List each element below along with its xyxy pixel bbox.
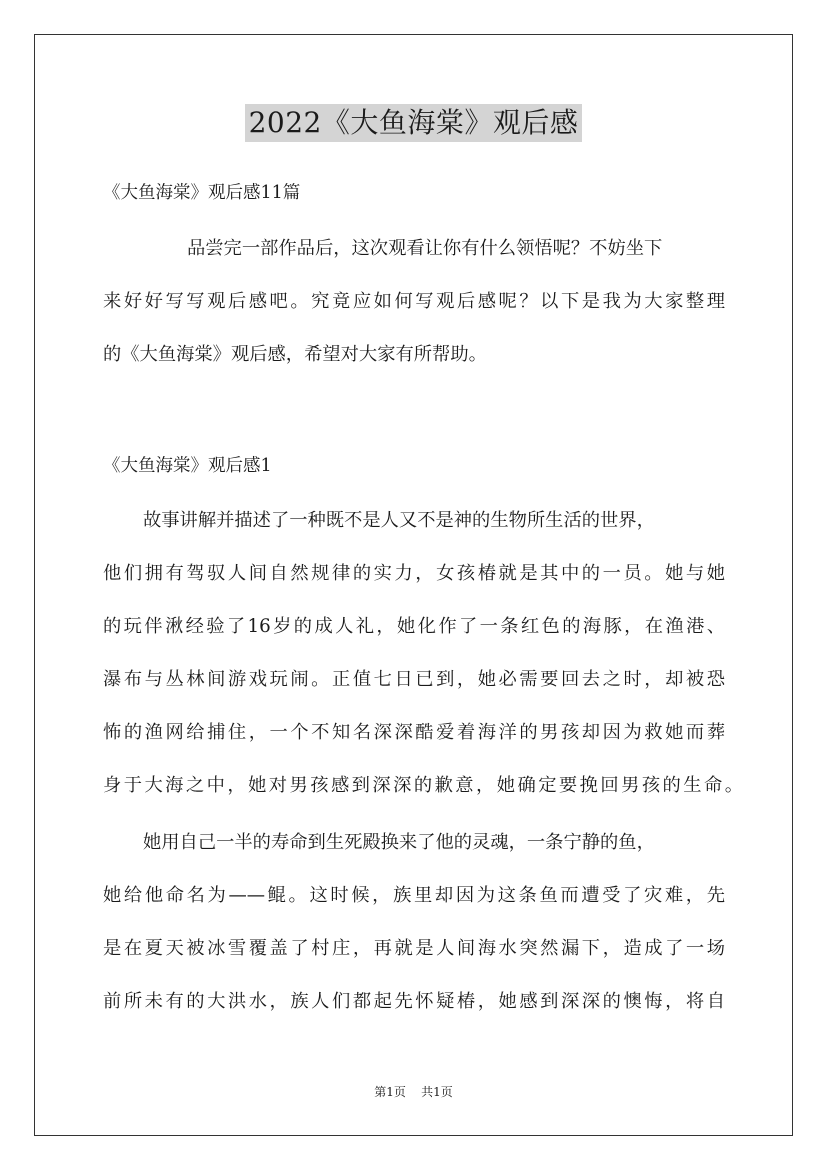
section-heading: 《大鱼海棠》观后感1 [103, 456, 272, 476]
paragraph-line: 是在夏天被冰雪覆盖了村庄，再就是人间海水突然漏下，造成了一场 [103, 938, 725, 959]
document-title: 2022《大鱼海棠》观后感 [245, 104, 583, 142]
page-total: 共1页 [421, 1085, 453, 1099]
paragraph-line: 她给他命名为——鲲。这时候，族里却因为这条鱼而遭受了灾难，先 [103, 885, 725, 906]
paragraph-line: 他们拥有驾驭人间自然规律的实力，女孩椿就是其中的一员。她与她 [103, 563, 725, 584]
document-subtitle: 《大鱼海棠》观后感11篇 [103, 183, 301, 203]
paragraph-line: 怖的渔网给捕住，一个不知名深深酷爱着海洋的男孩却因为救她而葬 [103, 722, 725, 743]
paragraph-line: 故事讲解并描述了一种既不是人又不是神的生物所生活的世界， [143, 510, 655, 531]
paragraph-line: 她用自己一半的寿命到生死殿换来了他的灵魂，一条宁静的鱼， [143, 832, 655, 853]
intro-line: 品尝完一部作品后，这次观看让你有什么领悟呢？不妨坐下 [187, 238, 663, 259]
paragraph-line: 瀑布与丛林间游戏玩闹。正值七日已到，她必需要回去之时，却被恐 [103, 669, 725, 690]
intro-line: 来好好写写观后感吧。究竟应如何写观后感呢？以下是我为大家整理 [103, 291, 725, 312]
page-number: 第1页 [374, 1085, 406, 1099]
page-footer [0, 1084, 827, 1100]
paragraph-line: 的玩伴湫经验了16岁的成人礼，她化作了一条红色的海豚，在渔港、 [103, 616, 725, 637]
intro-line: 的《大鱼海棠》观后感，希望对大家有所帮助。 [103, 344, 487, 365]
paragraph-line: 前所未有的大洪水，族人们都起先怀疑椿，她感到深深的懊悔，将自 [103, 991, 725, 1012]
paragraph-line: 身于大海之中，她对男孩感到深深的歉意，她确定要挽回男孩的生命。 [103, 775, 743, 796]
